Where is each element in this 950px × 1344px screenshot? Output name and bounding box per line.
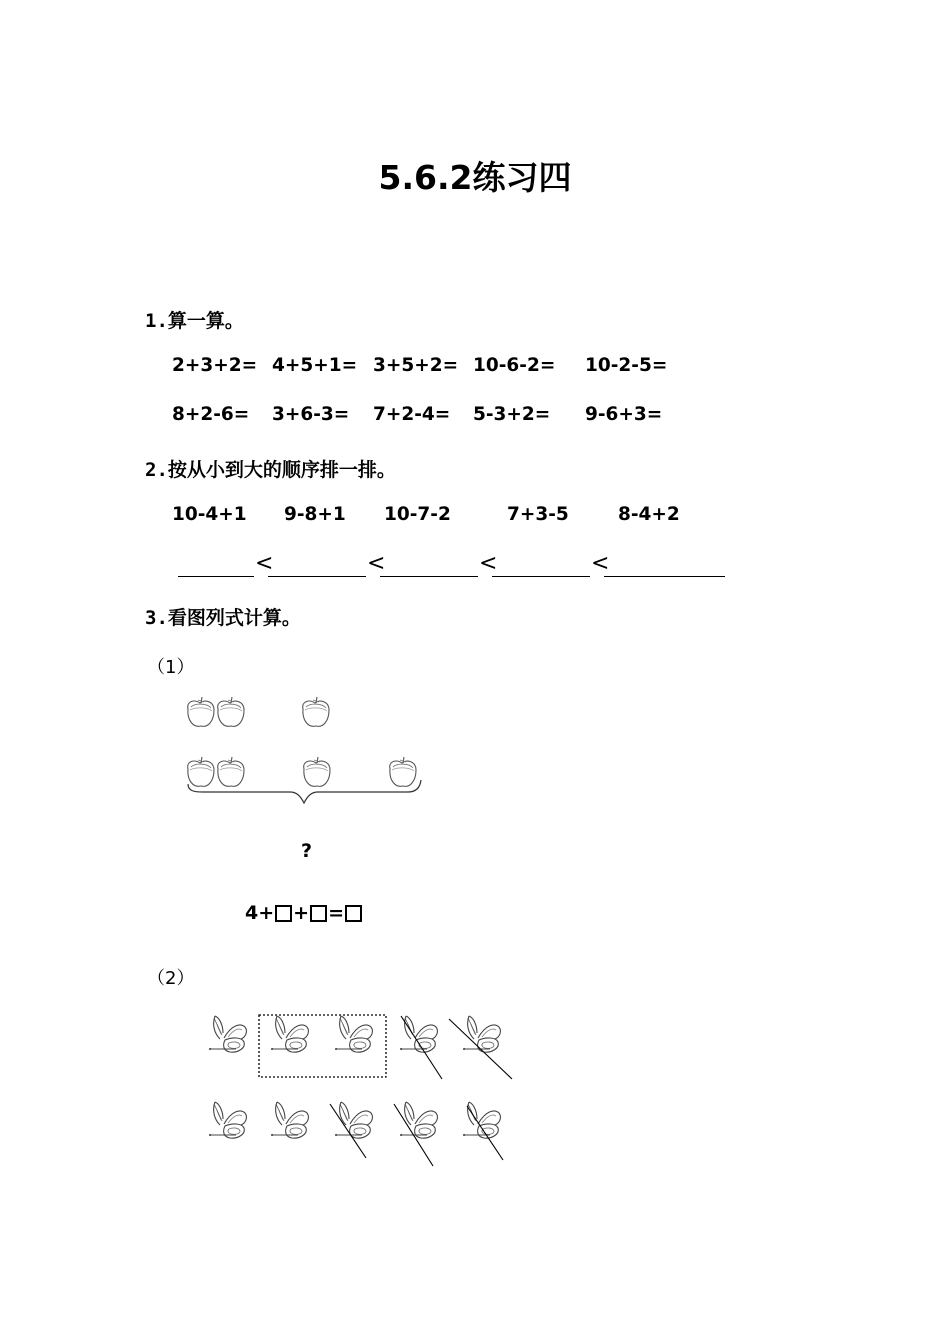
q1-expr: 4+5+1=	[272, 355, 358, 376]
q2-item: 10-4+1	[172, 504, 247, 525]
cross-out-line	[401, 1016, 442, 1079]
page-title: 5.6.2练习四	[378, 158, 572, 197]
question-mark: ?	[301, 840, 313, 862]
apple-icon	[188, 697, 214, 726]
cross-out-line	[449, 1019, 512, 1079]
q1-expr: 5-3+2=	[473, 404, 551, 425]
q1-expr: 8+2-6=	[172, 404, 250, 425]
butterfly-icon	[401, 1102, 438, 1138]
less-than-sign: <	[591, 551, 610, 576]
q1-expr: 10-2-5=	[585, 355, 668, 376]
q1-expr: 3+6-3=	[272, 404, 350, 425]
answer-box[interactable]	[275, 905, 292, 922]
answer-box[interactable]	[310, 905, 327, 922]
q1-expr: 7+2-4=	[373, 404, 451, 425]
apple-icon	[390, 757, 416, 786]
butterfly-icon	[401, 1016, 438, 1052]
q2-item: 9-8+1	[284, 504, 346, 525]
q3-heading: 3.看图列式计算。	[145, 607, 301, 629]
butterfly-icon	[210, 1102, 247, 1138]
less-than-sign: <	[367, 551, 386, 576]
apple-icon	[218, 757, 244, 786]
equation	[245, 902, 363, 924]
equation-op: +	[293, 902, 310, 924]
q1-expr: 2+3+2=	[172, 355, 258, 376]
butterfly-icon	[210, 1016, 247, 1052]
q2-item: 7+3-5	[507, 504, 569, 525]
less-than-sign: <	[255, 551, 274, 576]
q1-expr: 10-6-2=	[473, 355, 556, 376]
apple-icon	[218, 697, 244, 726]
less-than-sign: <	[479, 551, 498, 576]
apple-icon	[188, 757, 214, 786]
q2-heading: 2.按从小到大的顺序排一排。	[145, 459, 396, 481]
butterfly-icon	[336, 1016, 373, 1052]
q1-expr: 3+5+2=	[373, 355, 459, 376]
q2-item: 10-7-2	[384, 504, 451, 525]
apple-icon	[303, 697, 329, 726]
butterfly-icon	[272, 1102, 309, 1138]
q3-part1-label: （1）	[147, 657, 195, 678]
q3-part2-label: （2）	[147, 968, 195, 989]
equation-op: =	[328, 902, 344, 924]
butterfly-icon	[464, 1102, 501, 1138]
butterfly-icon	[464, 1016, 501, 1052]
apple-icon	[304, 757, 330, 786]
q1-expr: 9-6+3=	[585, 404, 663, 425]
q2-item: 8-4+2	[618, 504, 680, 525]
curly-brace-icon	[188, 780, 421, 803]
equation-lead: 4+	[245, 902, 275, 924]
q1-heading: 1.算一算。	[145, 310, 244, 332]
butterfly-icon	[272, 1016, 309, 1052]
grouping-box	[259, 1015, 386, 1077]
answer-box[interactable]	[345, 905, 362, 922]
